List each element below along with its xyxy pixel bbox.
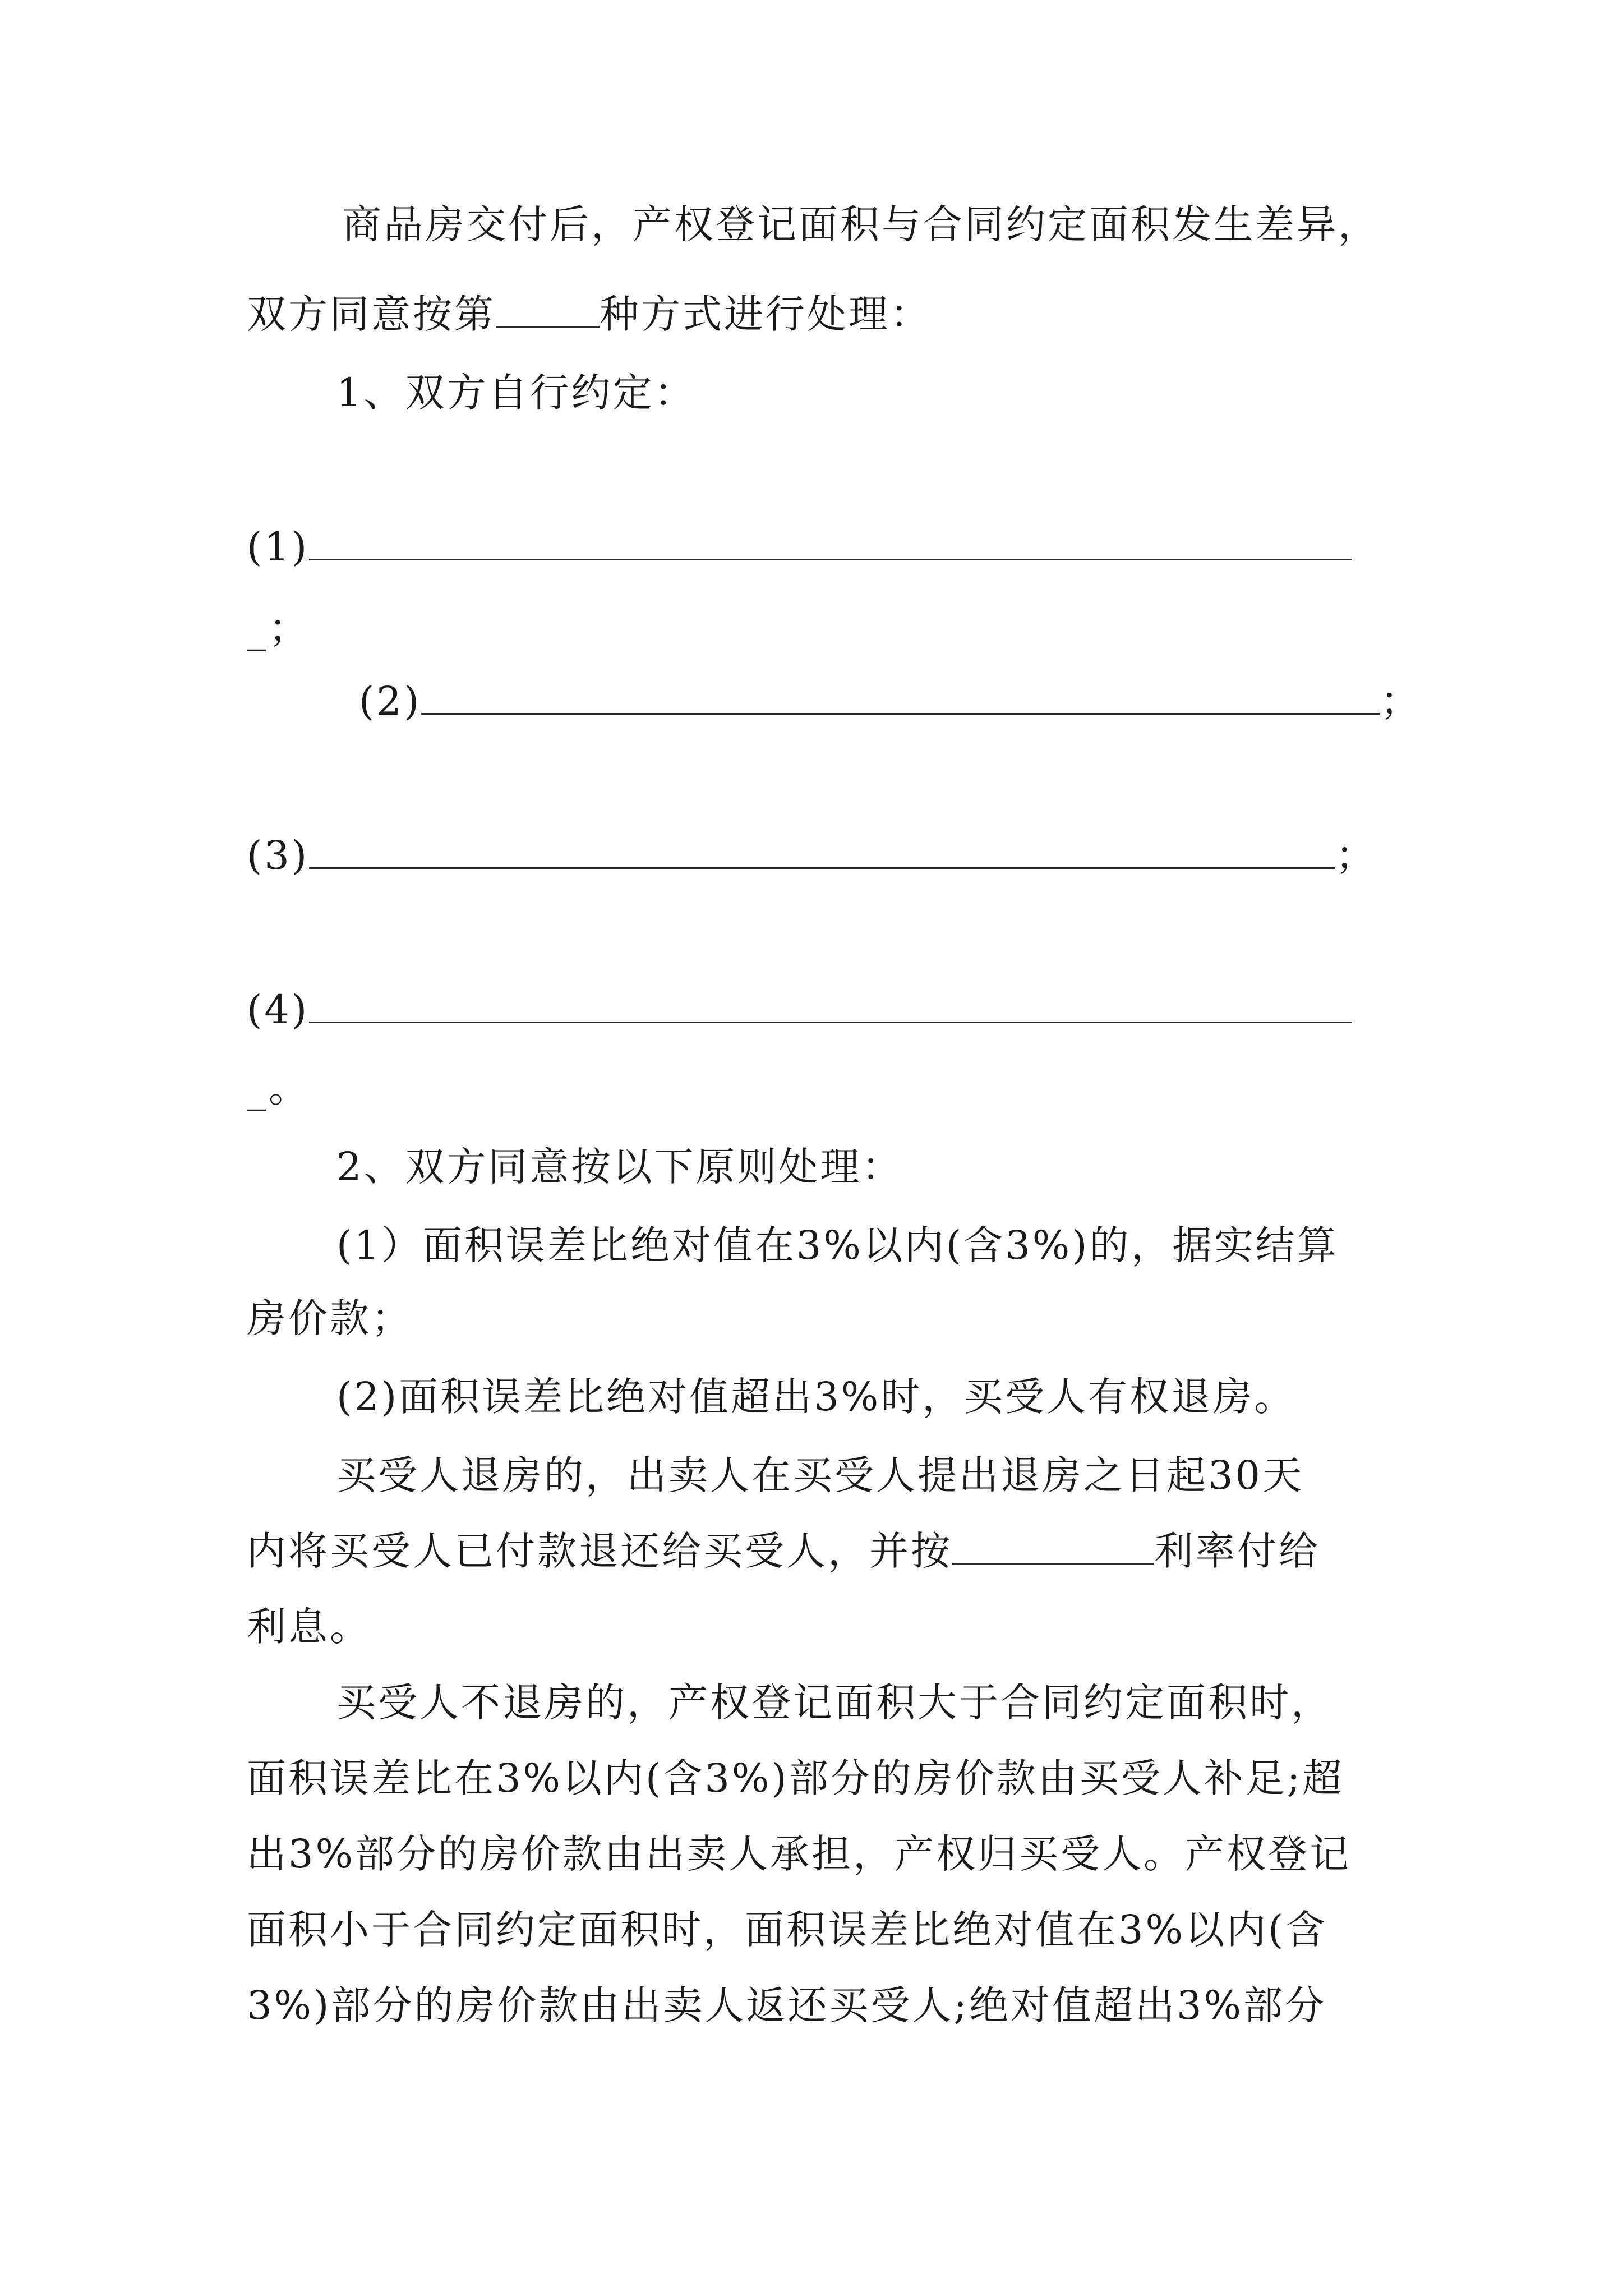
rule-1-line-1: (1）面积误差比绝对值在3%以内(含3%)的，据实结算: [336, 1222, 1339, 1268]
item-4-line: [247, 984, 1352, 1035]
refund-line-1: 买受人退房的，出卖人在买受人提出退房之日起30天: [336, 1452, 1304, 1498]
item-2-line: [359, 676, 1422, 726]
item-4-label: (4): [247, 987, 310, 1033]
refund-line-3: 利息。: [247, 1604, 371, 1650]
refund-line-2-end: 利率付给: [1154, 1528, 1320, 1574]
item-2-blank[interactable]: [421, 678, 1380, 715]
keep-line-4: 面积小于合同约定面积时，面积误差比绝对值在3%以内(含: [247, 1907, 1327, 1953]
refund-line-2: [247, 1526, 1320, 1576]
intro-line-1: 商品房交付后，产权登记面积与合同约定面积发生差异，: [342, 201, 1380, 247]
keep-line-2: 面积误差比在3%以内(含3%)部分的房价款由买受人补足;超: [247, 1755, 1344, 1801]
item-1-blank[interactable]: [309, 524, 1352, 560]
refund-line-2-start: 内将买受人已付款退还给买受人，并按: [247, 1528, 952, 1574]
keep-line-5: 3%)部分的房价款由出卖人返还买受人;绝对值超出3%部分: [247, 1982, 1326, 2028]
item-3-line: [247, 830, 1377, 881]
item-1-label: (1): [247, 524, 310, 570]
item-4-blank[interactable]: [309, 987, 1352, 1023]
rule-1-line-2: 房价款；: [247, 1295, 413, 1341]
item-4-tail: _。: [247, 1065, 310, 1111]
item-2-end: ；: [1380, 678, 1422, 724]
rule-2: (2)面积误差比绝对值超出3%时，买受人有权退房。: [336, 1374, 1296, 1420]
item-1-tail: _；: [247, 605, 310, 651]
item-3-label: (3): [247, 832, 310, 878]
keep-line-3: 出3%部分的房价款由出卖人承担，产权归买受人。产权登记: [247, 1831, 1352, 1877]
intro-line-2-start: 双方同意按第: [247, 291, 496, 337]
intro-line-2-end: 种方式进行处理：: [600, 291, 932, 337]
item-3-end: ；: [1335, 832, 1377, 878]
option-1-heading: 1、双方自行约定：: [336, 370, 696, 416]
keep-line-1: 买受人不退房的，产权登记面积大于合同约定面积时，: [336, 1680, 1332, 1726]
method-number-blank[interactable]: [496, 291, 600, 328]
item-2-label: (2): [359, 678, 422, 724]
interest-rate-blank[interactable]: [952, 1528, 1154, 1565]
item-1-line: [247, 522, 1352, 572]
intro-line-2: [247, 289, 932, 339]
item-3-blank[interactable]: [309, 832, 1335, 869]
option-2-heading: 2、双方同意按以下原则处理：: [336, 1144, 903, 1190]
